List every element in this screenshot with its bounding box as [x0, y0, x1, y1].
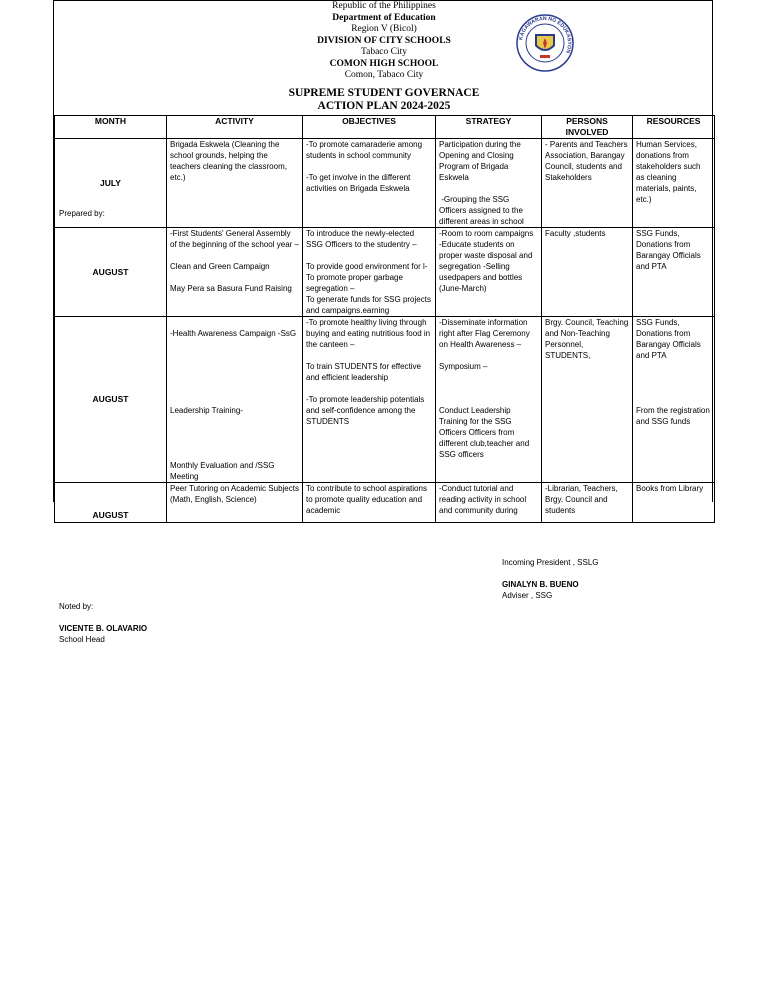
table-header-row	[55, 116, 715, 139]
activity-cell	[167, 228, 303, 317]
activity-cell	[167, 139, 303, 228]
persons-text: Brgy. Council, Teaching and Non-Teaching Personnel, STUDENTS,	[545, 318, 631, 360]
region-line: Region V (Bicol)	[351, 24, 417, 34]
objectives-cell	[303, 228, 436, 317]
republic-line: Republic of the Philippines	[332, 1, 436, 11]
table-row	[55, 317, 715, 483]
objective-text: To contribute to school aspirations to promote quality education and academic	[306, 484, 430, 515]
resources-cell	[633, 483, 715, 523]
title-line-2: ACTION PLAN 2024-2025	[317, 100, 451, 112]
activity-text: -First Students' General Assembly of the beginning of the school year –	[170, 229, 299, 249]
strategy-text: -Conduct tutorial and reading activity in school and community during	[439, 484, 529, 515]
adviser-role: Adviser , SSG	[502, 591, 553, 600]
strategy-cell	[436, 317, 542, 483]
strategy-cell	[436, 483, 542, 523]
table-row	[55, 139, 715, 228]
strategy-text: -Grouping the SSG Officers assigned to the different areas in school	[439, 195, 526, 226]
resources-cell	[633, 317, 715, 483]
division-line: DIVISION OF CITY SCHOOLS	[317, 35, 451, 46]
activity-text: Monthly Evaluation and /SSG Meeting	[170, 461, 277, 481]
column-header: RESOURCES	[633, 116, 715, 139]
objective-text: -To promote camaraderie among students in school community	[306, 140, 425, 160]
activity-text: May Pera sa Basura Fund Raising	[170, 284, 292, 293]
persons-text: -Librarian, Teachers, Brgy. Council and students	[545, 484, 621, 515]
strategy-text: -Disseminate information right after Flag Ceremony on Health Awareness –	[439, 318, 532, 349]
letterhead	[54, 1, 714, 82]
resources-text: SSG Funds, Donations from Barangay Officials and PTA	[636, 229, 704, 271]
table-row	[55, 483, 715, 523]
objectives-cell	[303, 317, 436, 483]
column-header: MONTH	[55, 116, 167, 139]
school-line: COMON HIGH SCHOOL	[329, 58, 439, 69]
resources-cell	[633, 139, 715, 228]
strategy-text: Conduct Leadership Training for the SSG Officers Officers from different club,teacher and SSG officers	[439, 406, 532, 459]
prepared-by-label: Prepared by:	[59, 209, 105, 218]
column-header: STRATEGY	[436, 116, 542, 139]
school-head-name: VICENTE B. OLAVARIO	[59, 624, 148, 633]
objectives-cell	[303, 483, 436, 523]
activity-text: -Health Awareness Campaign -SsG	[170, 329, 297, 338]
department-line: Department of Education	[332, 12, 436, 23]
column-header: ACTIVITY	[167, 116, 303, 139]
persons-cell	[542, 483, 633, 523]
strategy-text: -Room to room campaigns -Educate students on proper waste disposal and segregation -Selling usedpapers and bottles (June-March)	[439, 229, 536, 293]
incoming-president-role: Incoming President , SSLG	[502, 558, 599, 567]
strategy-cell	[436, 228, 542, 317]
objectives-cell	[303, 139, 436, 228]
activity-cell	[167, 483, 303, 523]
objective-text: -To promote healthy living through buying and eating nutritious food in the canteen –	[306, 318, 433, 349]
resources-text: Books from Library	[636, 484, 704, 493]
persons-text: Faculty ,students	[545, 229, 606, 238]
strategy-cell	[436, 139, 542, 228]
document-page	[53, 0, 713, 520]
title-line-1: SUPREME STUDENT GOVERNACE	[288, 87, 480, 99]
svg-text:KAGAWARAN NG EDUKASYON: KAGAWARAN NG EDUKASYON	[518, 15, 573, 54]
objective-text: -To promote leadership potentials and self-confidence among the STUDENTS	[306, 395, 427, 426]
month-cell: AUGUST	[55, 228, 167, 317]
objective-text: To provide good environment for l-To promote proper garbage segregation – To generate funds for SSG projects and campaigns.earning	[306, 262, 431, 315]
column-header: PERSONS INVOLVED	[542, 116, 633, 139]
strategy-text: Symposium –	[439, 362, 488, 371]
noted-by-label: Noted by:	[59, 602, 94, 611]
address-line: Comon, Tabaco City	[344, 70, 424, 80]
month-text: AUGUST	[92, 510, 129, 520]
resources-text: From the registration and SSG funds	[636, 406, 713, 426]
persons-cell	[542, 317, 633, 483]
objective-text: To train STUDENTS for effective and efficient leadership	[306, 362, 424, 382]
month-cell	[55, 483, 167, 523]
month-cell: AUGUST	[55, 317, 167, 483]
table-row	[55, 228, 715, 317]
city-line: Tabaco City	[360, 47, 408, 57]
adviser-name: GINALYN B. BUENO	[502, 580, 579, 589]
school-head-role: School Head	[59, 635, 105, 644]
action-plan-table	[54, 115, 715, 523]
month-cell: JULY	[55, 139, 167, 228]
persons-cell	[542, 139, 633, 228]
activity-text: Peer Tutoring on Academic Subjects (Math, English, Science)	[170, 484, 302, 504]
resources-cell	[633, 228, 715, 317]
activity-text: Clean and Green Campaign	[170, 262, 270, 271]
persons-text: - Parents and Teachers Association, Barangay Council, students and Stakeholders	[545, 140, 630, 182]
activity-cell	[167, 317, 303, 483]
deped-seal-logo	[516, 14, 574, 72]
activity-text: Brigada Eskwela (Cleaning the school grounds, helping the teachers cleaning the classroom, etc.)	[170, 140, 290, 182]
document-title	[54, 87, 714, 113]
objective-text: To introduce the newly-elected SSG Officers to the studentry –	[306, 229, 417, 249]
activity-text: Leadership Training-	[170, 406, 243, 415]
column-header: OBJECTIVES	[303, 116, 436, 139]
resources-text: Human Services, donations from stakeholders such as cleaning materials, paints, etc.)	[636, 140, 703, 204]
strategy-text: Participation during the Opening and Closing Program of Brigada Eskwela	[439, 140, 524, 182]
persons-cell	[542, 228, 633, 317]
resources-text: SSG Funds, Donations from Barangay Officials and PTA	[636, 318, 704, 360]
objective-text: -To get involve in the different activities on Brigada Eskwela	[306, 173, 413, 193]
